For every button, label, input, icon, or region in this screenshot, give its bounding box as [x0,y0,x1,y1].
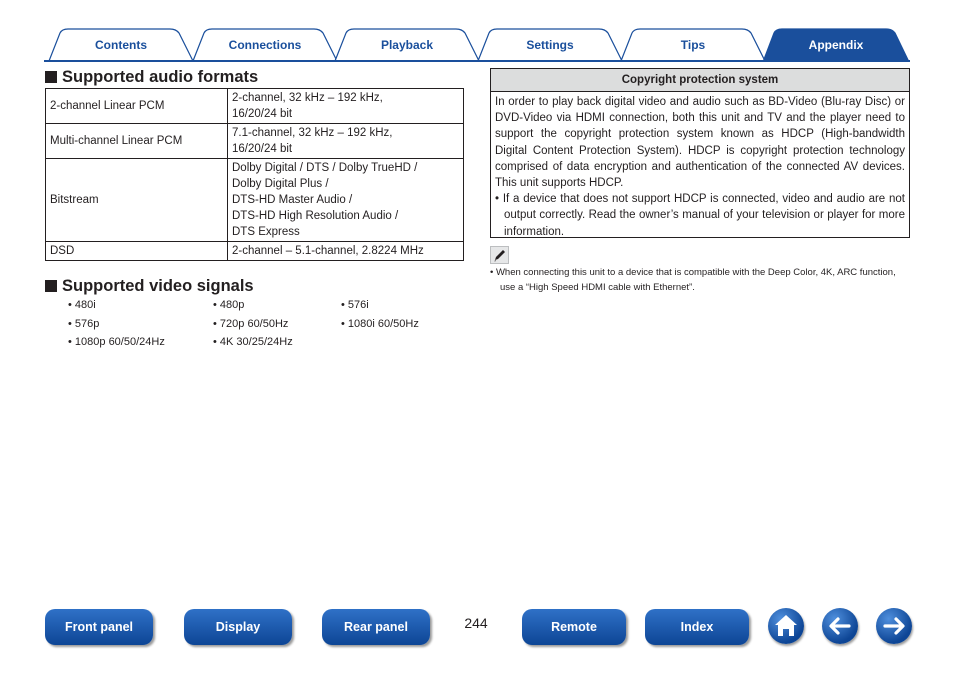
video-heading-text: Supported video signals [62,277,254,295]
copyright-bullet: • If a device that does not support HDCP is connected, video and audio are not output correctly. Read the owner’s manual of your television or player for more information. [495,193,905,238]
format-cell: Bitstream [46,159,228,242]
copyright-box [490,68,910,238]
video-item-label: 720p 60/50Hz [219,318,289,330]
format-cell: Multi-channel Linear PCM [46,124,228,159]
spec-line: 7.1-channel, 32 kHz – 192 kHz, [232,127,393,139]
tab-label: Tips [680,38,706,52]
tab-label: Settings [526,38,574,52]
square-bullet-icon [45,71,57,83]
video-item-label: 480i [74,299,96,311]
front-panel-button[interactable]: Front panel [45,609,153,645]
spec-line: 16/20/24 bit [232,108,293,120]
tab-contents[interactable] [48,28,194,62]
back-button[interactable] [822,608,858,644]
forward-button[interactable] [876,608,912,644]
copyright-title: Copyright protection system [491,69,909,92]
spec-cell [228,124,464,159]
spec-line: 16/20/24 bit [232,143,293,155]
note-item: • When connecting this unit to a device that is compatible with the Deep Color, 4K, ARC function, use a “High Speed HDMI cable with Ethernet”. [490,267,896,293]
tab-label: Playback [380,38,434,52]
table-row [46,242,464,261]
square-bullet-icon [45,280,57,292]
tab-appendix[interactable] [762,28,910,62]
spec-cell [228,159,464,242]
audio-heading [45,68,258,87]
tab-playback[interactable] [334,28,480,62]
tab-connections[interactable] [192,28,338,62]
video-item-label: 1080i 60/50Hz [347,318,419,330]
tab-label: Appendix [808,38,864,52]
rear-panel-button[interactable]: Rear panel [322,609,430,645]
spec-line: 2-channel – 5.1-channel, 2.8224 MHz [232,245,424,257]
copyright-body [491,92,909,240]
video-item-label: 576p [74,318,100,330]
back-arrow-icon [822,608,858,644]
copyright-text: In order to play back digital video and audio such as BD-Video (Blu-ray Disc) or DVD-Video via HDMI connection, both this unit and TV and the player need to support the copyright protection system known as HDCP (High-bandwidth Digital Content Protection System). HDCP is copyright protection technology comprised of data encryption and authentication of the connected AV devices. This unit supports HDCP. [495,96,905,190]
spec-cell [228,242,464,261]
pencil-icon [490,246,509,264]
table-row [46,159,464,242]
video-item: • 4K 30/25/24Hz [213,336,293,348]
video-heading [45,277,254,296]
video-item: • 480p [213,299,245,311]
video-item: • 576p [68,318,100,330]
tab-tips[interactable] [620,28,766,62]
spec-line: 2-channel, 32 kHz – 192 kHz, [232,92,383,104]
tab-label: Connections [228,38,302,52]
pencil-glyph [491,247,508,263]
tab-underline [44,60,910,62]
spec-line: Dolby Digital / DTS / Dolby TrueHD / [232,162,418,174]
copyright-bullet-text: If a device that does not support HDCP is connected, video and audio are not output correctly. Read the owner’s manual of your television or player for more information. [502,193,905,238]
chapter-tabs [44,26,910,62]
video-item-label: 480p [219,299,245,311]
video-item: • 480i [68,299,96,311]
tab-settings[interactable] [477,28,623,62]
video-item: • 1080i 60/50Hz [341,318,419,330]
forward-arrow-icon [876,608,912,644]
table-row [46,124,464,159]
spec-line: DTS-HD High Resolution Audio / [232,210,399,222]
spec-line: Dolby Digital Plus / [232,178,329,190]
index-button[interactable]: Index [645,609,749,645]
page-number: 244 [464,615,488,631]
display-button[interactable]: Display [184,609,292,645]
audio-heading-text: Supported audio formats [62,68,259,86]
home-icon [768,608,804,644]
remote-button[interactable]: Remote [522,609,626,645]
spec-cell [228,89,464,124]
note [490,266,910,295]
video-item-label: 4K 30/25/24Hz [219,336,293,348]
audio-formats-table [45,88,464,261]
table-row [46,89,464,124]
video-item-label: 576i [347,299,369,311]
spec-line: DTS-HD Master Audio / [232,194,353,206]
format-cell: DSD [46,242,228,261]
spec-line: DTS Express [232,226,300,238]
format-cell: 2-channel Linear PCM [46,89,228,124]
note-text: When connecting this unit to a device that is compatible with the Deep Color, 4K, ARC function, use a “High Speed HDMI cable with Ethernet”. [495,267,896,293]
video-item-label: 1080p 60/50/24Hz [74,336,165,348]
video-item: • 720p 60/50Hz [213,318,289,330]
home-button[interactable] [768,608,804,644]
video-item: • 1080p 60/50/24Hz [68,336,165,348]
video-item: • 576i [341,299,369,311]
tab-label: Contents [95,38,147,52]
